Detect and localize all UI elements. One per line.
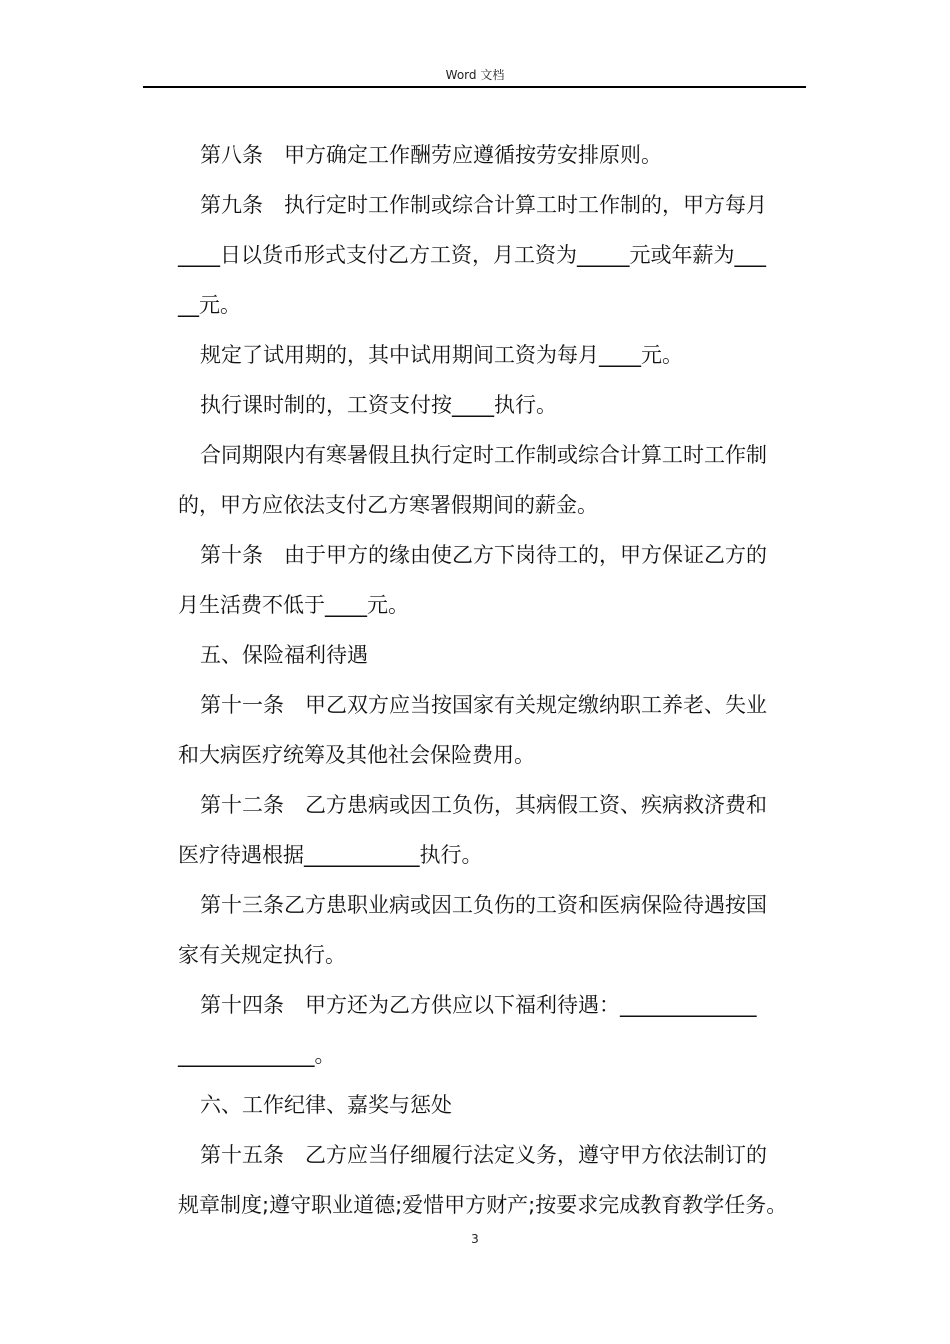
text-line: 第十三条乙方患职业病或因工负伤的工资和医病保险待遇按国 bbox=[200, 893, 767, 917]
article-8 bbox=[178, 130, 806, 180]
article-14 bbox=[178, 980, 806, 1080]
text-line: 执行课时制的，工资支付按____执行。 bbox=[200, 393, 557, 417]
section-heading: 五、保险福利待遇 bbox=[200, 643, 368, 667]
section-heading-6 bbox=[178, 1080, 806, 1130]
article-10 bbox=[178, 530, 806, 630]
text-line: 规定了试用期的，其中试用期间工资为每月____元。 bbox=[200, 343, 683, 367]
text-line: 月生活费不低于____元。 bbox=[178, 593, 409, 617]
text-line: 第十五条 乙方应当仔细履行法定义务，遵守甲方依法制订的 bbox=[200, 1143, 767, 1167]
text-line: 和大病医疗统筹及其他社会保险费用。 bbox=[178, 743, 535, 767]
document-body bbox=[178, 130, 806, 1230]
text-line: 第十四条 甲方还为乙方供应以下福利待遇：_____________ bbox=[200, 993, 757, 1017]
hourly-clause bbox=[178, 380, 806, 430]
text-line: 第十二条 乙方患病或因工负伤，其病假工资、疾病救济费和 bbox=[200, 793, 767, 817]
text-line: 第十条 由于甲方的缘由使乙方下岗待工的，甲方保证乙方的 bbox=[200, 543, 767, 567]
article-13 bbox=[178, 880, 806, 980]
text-line: 第十一条 甲乙双方应当按国家有关规定缴纳职工养老、失业 bbox=[200, 693, 767, 717]
text-line: 合同期限内有寒暑假且执行定时工作制或综合计算工时工作制 bbox=[200, 443, 767, 467]
article-15 bbox=[178, 1130, 806, 1230]
text-line: 医疗待遇根据___________执行。 bbox=[178, 843, 483, 867]
header-divider bbox=[143, 86, 806, 88]
text-line: _____________。 bbox=[178, 1043, 336, 1067]
article-9 bbox=[178, 180, 806, 330]
text-line: 的，甲方应依法支付乙方寒署假期间的薪金。 bbox=[178, 493, 598, 517]
page-header: Word 文档 bbox=[445, 68, 505, 82]
article-12 bbox=[178, 780, 806, 880]
text-line: ____日以货币形式支付乙方工资，月工资为_____元或年薪为___ bbox=[178, 243, 766, 267]
article-11 bbox=[178, 680, 806, 780]
probation-clause bbox=[178, 330, 806, 380]
text-line: 家有关规定执行。 bbox=[178, 943, 346, 967]
text-line: 第八条 甲方确定工作酬劳应遵循按劳安排原则。 bbox=[200, 143, 662, 167]
text-line: 规章制度;遵守职业道德;爱惜甲方财产;按要求完成教育教学任务。 bbox=[178, 1193, 788, 1217]
page-number: 3 bbox=[471, 1232, 479, 1246]
vacation-clause bbox=[178, 430, 806, 530]
section-heading-5 bbox=[178, 630, 806, 680]
section-heading: 六、工作纪律、嘉奖与惩处 bbox=[200, 1093, 452, 1117]
text-line: __元。 bbox=[178, 293, 241, 317]
text-line: 第九条 执行定时工作制或综合计算工时工作制的，甲方每月 bbox=[200, 193, 767, 217]
